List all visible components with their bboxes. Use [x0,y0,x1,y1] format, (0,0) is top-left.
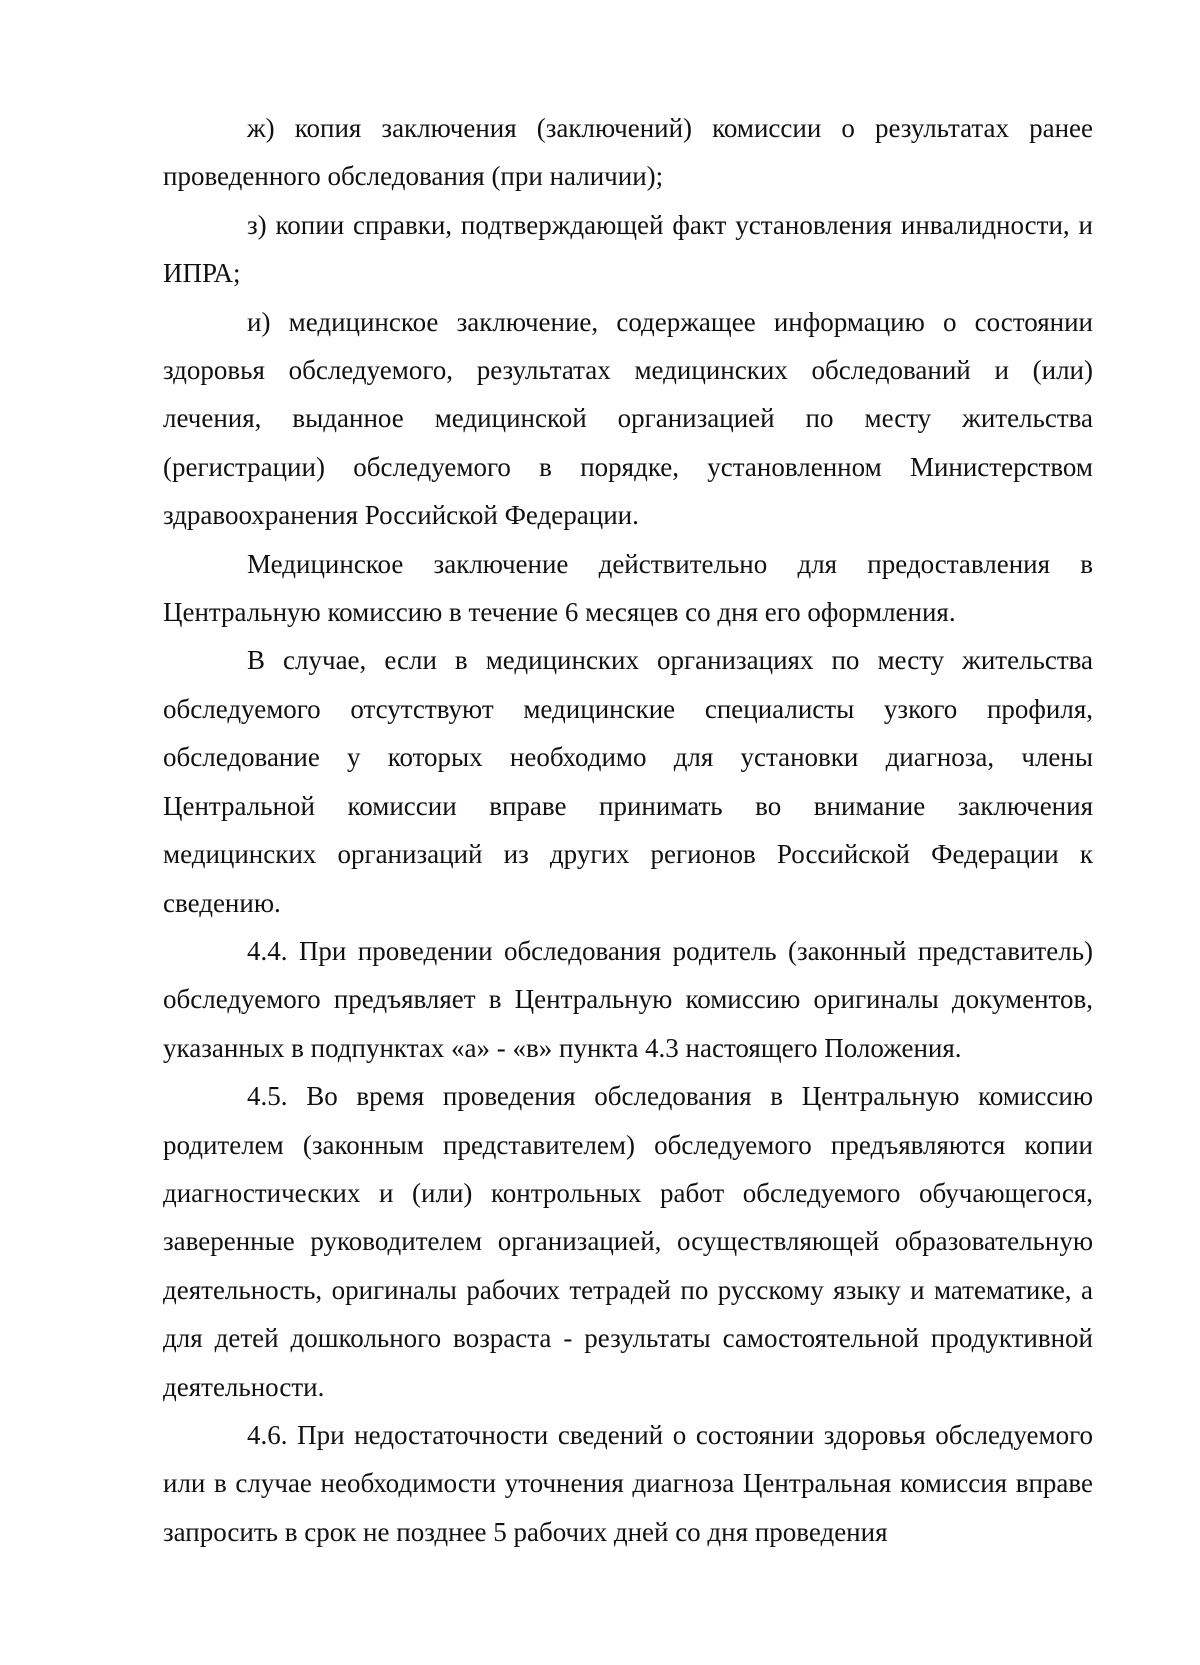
document-body [163,104,1093,1556]
paragraph-4-4: 4.4. При проведении обследования родитель (законный представитель) обследуемого предъявляет в Центральную комиссию оригиналы документов, указанных в подпунктах «а» - «в» пункта 4.3 настоящего Положения. [163,935,1093,1063]
paragraph-4-5: 4.5. Во время проведения обследования в Центральную комиссию родителем (законным представителем) обследуемого предъявляются копии диагностических и (или) контрольных работ обследуемого обучающегося, заверенные руководителем организацией, осуществляющей образовательную деятельность, оригиналы рабочих тетрадей по русскому языку и математике, а для детей дошкольного возраста - результаты самостоятельной продуктивной деятельности. [163,1081,1093,1402]
paragraph-item-i: и) медицинское заключение, содержащее информацию о состоянии здоровья обследуемого, результатах медицинских обследований и (или) лечения, выданное медицинской организацией по месту жительства (регистрации) обследуемого в порядке, установленном Министерством здравоохранения Российской Федерации. [163,306,1093,531]
paragraph-item-z: з) копии справки, подтверждающей факт установления инвалидности, и ИПРА; [163,209,1093,289]
paragraph-medical-conclusion-validity: Медицинское заключение действительно для предоставления в Центральную комиссию в течение 6 месяцев со дня его оформления. [163,548,1093,628]
paragraph-other-regions: В случае, если в медицинских организациях по месту жительства обследуемого отсутствуют медицинские специалисты узкого профиля, обследование у которых необходимо для установки диагноза, члены Центральной комиссии вправе принимать во внимание заключения медицинских организаций из других регионов Российской Федерации к сведению. [163,645,1093,918]
paragraph-4-6: 4.6. При недостаточности сведений о состоянии здоровья обследуемого или в случае необходимости уточнения диагноза Центральная комиссия вправе запросить в срок не позднее 5 рабочих дней со дня проведения [163,1419,1093,1547]
paragraph-item-zh: ж) копия заключения (заключений) комиссии о результатах ранее проведенного обследования (при наличии); [163,113,1093,192]
